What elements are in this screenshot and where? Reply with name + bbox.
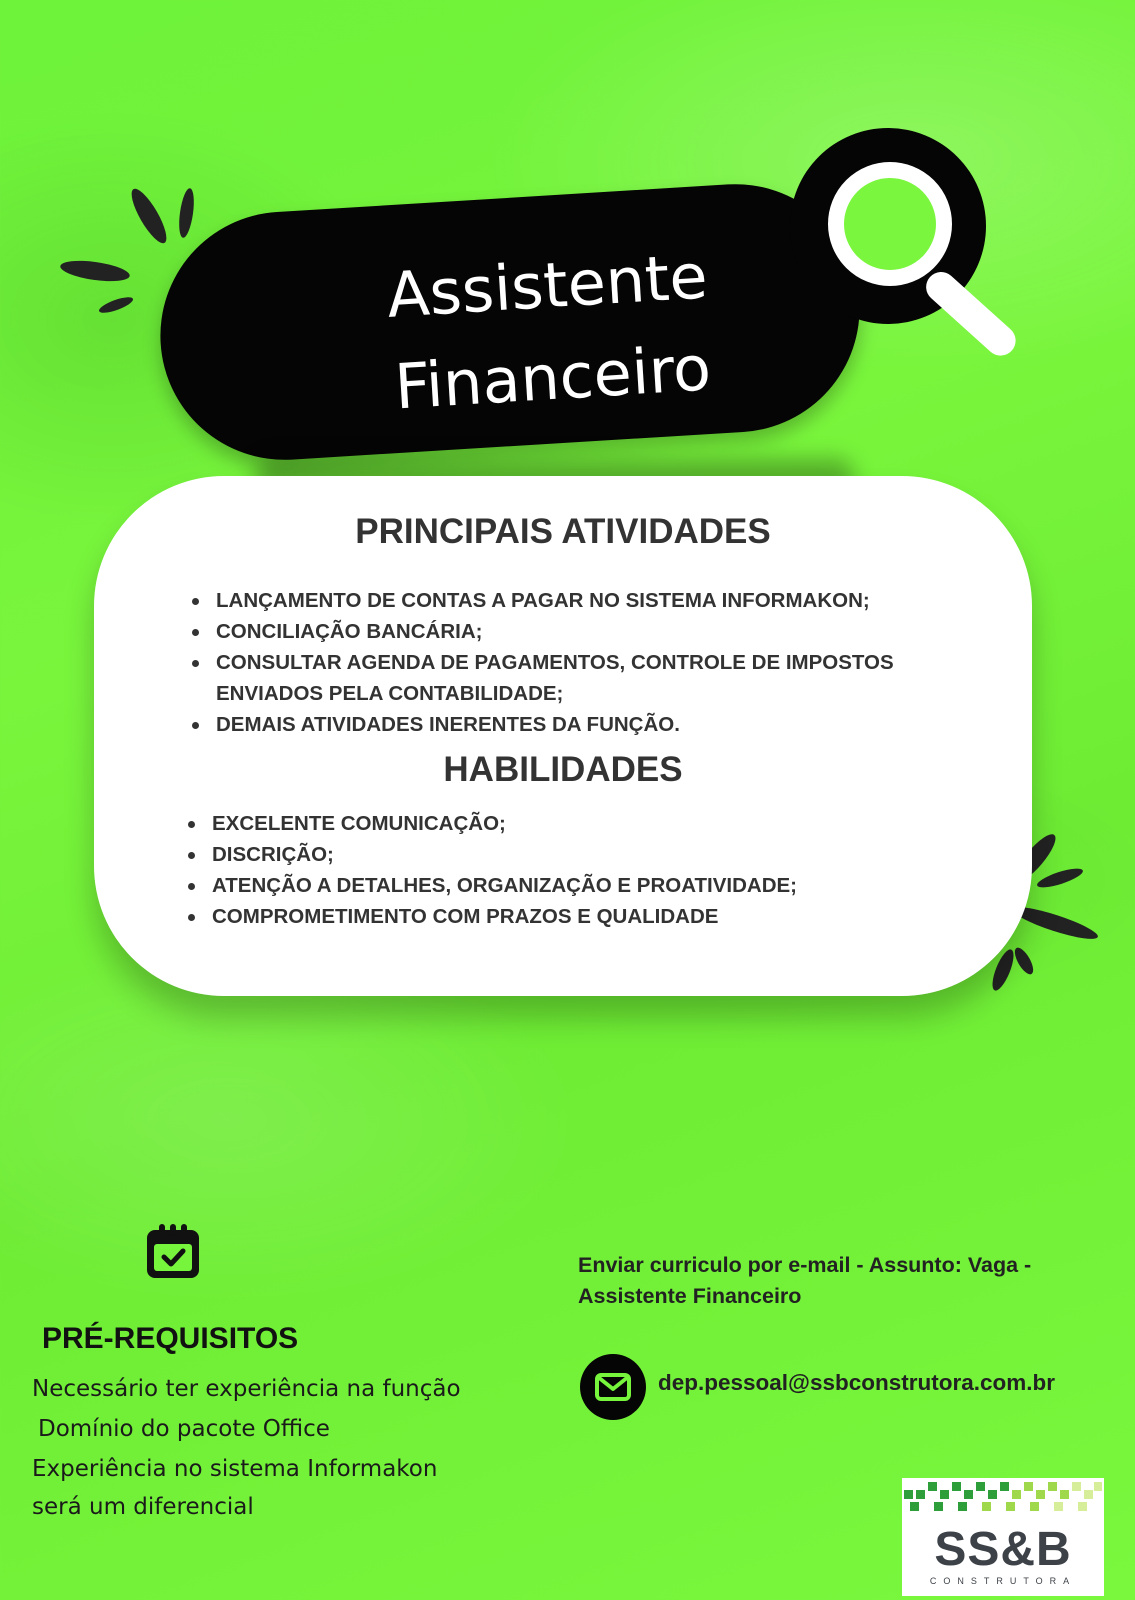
list-item: ATENÇÃO A DETALHES, ORGANIZAÇÃO E PROATIVIDADE;	[186, 870, 1006, 901]
prerequisite-line: Experiência no sistema Informakon	[32, 1456, 438, 1482]
job-title-line1: Assistente	[384, 239, 710, 332]
logo-subtitle: CONSTRUTORA	[929, 1576, 1077, 1586]
skills-list	[186, 808, 1006, 932]
skills-title: HABILIDADES	[443, 750, 683, 789]
envelope-icon	[580, 1354, 646, 1420]
list-item: CONSULTAR AGENDA DE PAGAMENTOS, CONTROLE DE IMPOSTOS ENVIADOS PELA CONTABILIDADE;	[190, 647, 976, 709]
prerequisite-line: será um diferencial	[32, 1494, 254, 1520]
logo-pixel-pattern	[902, 1478, 1104, 1518]
contact-email[interactable]: dep.pessoal@ssbconstrutora.com.br	[658, 1370, 1056, 1395]
application-instructions: Enviar curriculo por e-mail - Assunto: Vaga - Assistente Financeiro	[578, 1253, 1032, 1308]
calendar-check-icon	[143, 1222, 203, 1282]
list-item: CONCILIAÇÃO BANCÁRIA;	[190, 616, 1010, 647]
list-item: LANÇAMENTO DE CONTAS A PAGAR NO SISTEMA INFORMAKON;	[190, 585, 1010, 616]
list-item: EXCELENTE COMUNICAÇÃO;	[186, 808, 1006, 839]
prerequisites-title: PRÉ-REQUISITOS	[42, 1322, 299, 1355]
logo-name: SS&B	[934, 1523, 1072, 1576]
activities-list	[190, 585, 1010, 740]
job-title-line2: Financeiro	[392, 331, 713, 424]
activities-title: PRINCIPAIS ATIVIDADES	[355, 512, 771, 551]
job-title	[325, 227, 775, 438]
list-item: COMPROMETIMENTO COM PRAZOS E QUALIDADE	[186, 901, 1006, 932]
list-item: DISCRIÇÃO;	[186, 839, 1006, 870]
list-item: DEMAIS ATIVIDADES INERENTES DA FUNÇÃO.	[190, 709, 1010, 740]
prerequisite-line: Domínio do pacote Office	[38, 1416, 330, 1442]
prerequisite-line: Necessário ter experiência na função	[32, 1376, 461, 1402]
